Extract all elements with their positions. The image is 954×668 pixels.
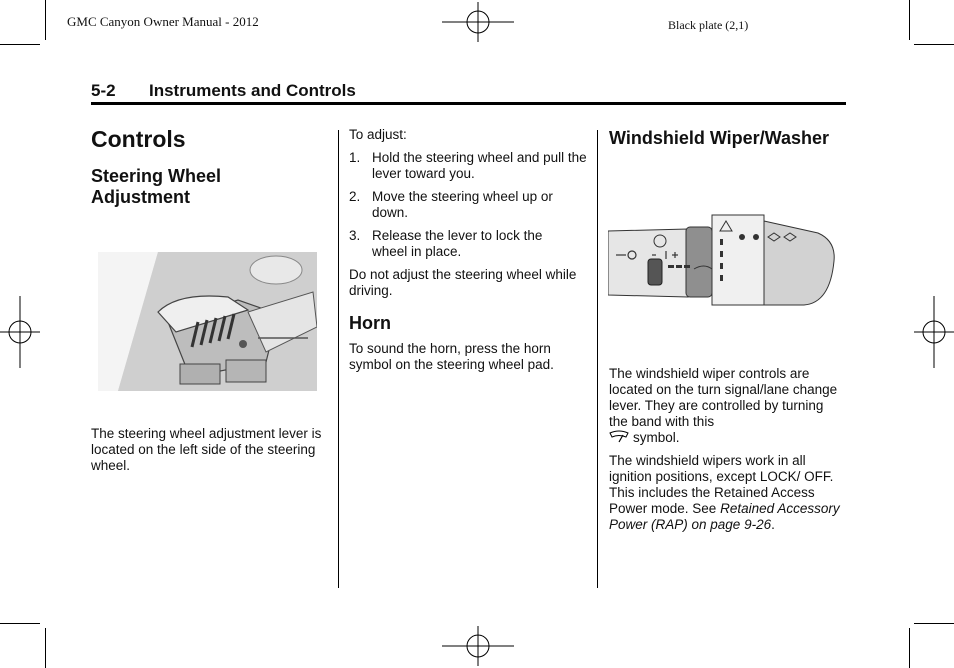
crop-mark [914,623,954,624]
rap-reference[interactable]: Retained Accessory Power (RAP) on page 9-26 [609,501,840,532]
adjust-steps [349,150,589,267]
list-item: 3. Release the lever to lock the wheel in place. [349,228,543,259]
manual-title: GMC Canyon Owner Manual - 2012 [67,14,259,29]
wiper-para2: The windshield wipers work in all ignition positions, except LOCK/ OFF. This includes the Retained Access Power mode. See Retained Accessory Power (RAP) on page 9-26. [609,453,840,532]
crop-mark [909,628,910,668]
crop-mark [0,623,40,624]
registration-mark-icon [914,296,954,368]
registration-mark-icon [0,296,40,368]
section-number: 5-2 [91,81,116,100]
crop-mark [0,44,40,45]
list-item: 2. Move the steering wheel up or down. [349,189,553,220]
list-item: 1. Hold the steering wheel and pull the lever toward you. [349,150,587,181]
horn-heading: Horn [349,313,391,333]
crop-mark [45,628,46,668]
wiper-para1: The windshield wiper controls are located on the turn signal/lane change lever. They are controlled by turning the band with this symbol. [609,366,838,445]
steering-lever-illustration [98,252,317,391]
wiper-lever-illustration [608,211,836,309]
column-divider [597,130,598,588]
page-heading: Controls [91,126,186,152]
adjust-note: Do not adjust the steering wheel while driving. [349,267,577,298]
steering-heading: Steering Wheel Adjustment [91,166,222,207]
registration-mark-icon [442,626,514,666]
registration-mark-icon [442,2,514,42]
section-rule [91,102,846,105]
wiper-heading: Windshield Wiper/Washer [609,128,830,148]
adjust-intro: To adjust: [349,127,407,142]
crop-mark [45,0,46,40]
column-divider [338,130,339,588]
plate-label: Black plate (2,1) [668,18,749,32]
section-title: Instruments and Controls [149,81,356,100]
steering-caption: The steering wheel adjustment lever is located on the left side of the steering wheel. [91,426,322,473]
crop-mark [914,44,954,45]
crop-mark [909,0,910,40]
horn-text: To sound the horn, press the horn symbol on the steering wheel pad. [349,341,554,372]
wiper-symbol-icon [609,430,629,444]
